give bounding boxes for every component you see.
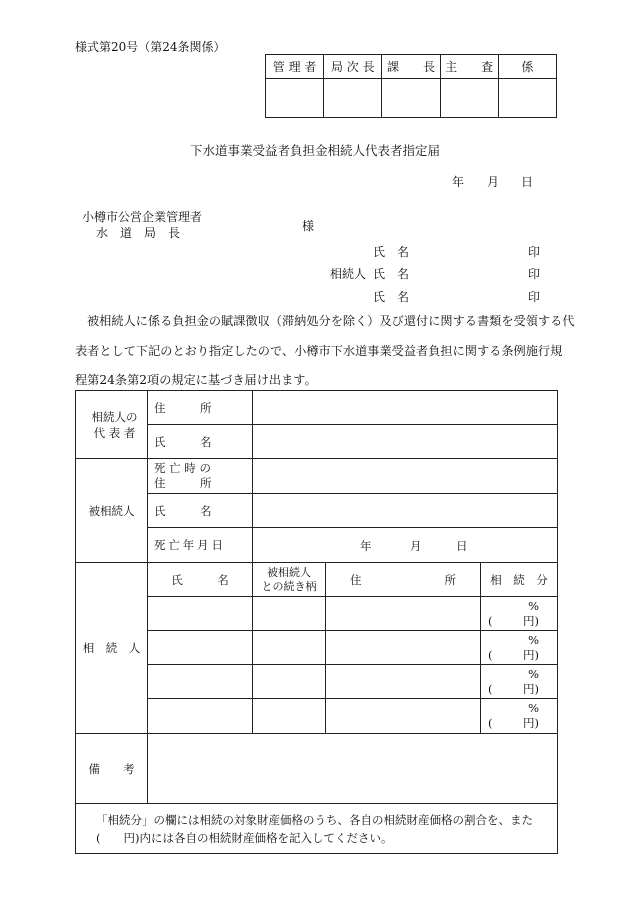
- body-text-line2: 表者として下記のとおり指定したので、小樽市下水道事業受益者負担に関する条例施行規: [75, 344, 563, 358]
- rep-address-field[interactable]: [253, 391, 558, 425]
- heir-name-field[interactable]: [148, 597, 253, 631]
- stamp-box-section-chief[interactable]: [382, 79, 440, 118]
- applicant-name-label-3: 氏 名: [373, 290, 410, 304]
- heir-relation-field[interactable]: [253, 631, 326, 665]
- stamp-box-staff[interactable]: [498, 79, 556, 118]
- footnote: 「相続分」の欄には相続の対象財産価格のうち、各自の相続財産価格の割合を、また ( 円)内には各自の相続財産価格を記入してください。: [76, 804, 558, 854]
- heir-share-field[interactable]: % ( 円): [481, 699, 558, 734]
- body-text-line3: 程第24条第2項の規定に基づき届け出ます。: [75, 373, 317, 387]
- death-date-month: 月: [410, 539, 422, 553]
- application-table: [75, 390, 558, 854]
- heirs-section-label: 相 続 人: [76, 563, 148, 734]
- rep-name-field[interactable]: [253, 425, 558, 459]
- decedent-name-field[interactable]: [253, 494, 558, 528]
- stamp-box-deputy[interactable]: [324, 79, 382, 118]
- heirs-col-share: 相 続 分: [481, 563, 558, 597]
- death-date-year: 年: [360, 539, 372, 553]
- applicant-seal-2: 印: [528, 267, 541, 281]
- stamp-box-supervisor[interactable]: [440, 79, 498, 118]
- death-date-field[interactable]: [253, 528, 558, 563]
- heir-row: [76, 665, 558, 699]
- addressee-line2: 水 道 局 長: [96, 226, 181, 240]
- death-date-day: 日: [456, 539, 468, 553]
- document-title: 下水道事業受益者負担金相続人代表者指定届: [189, 143, 440, 158]
- body-text-line1: 被相続人に係る負担金の賦課徴収（滞納処分を除く）及び還付に関する書類を受領する代: [87, 314, 575, 328]
- heir-relation-field[interactable]: [253, 665, 326, 699]
- approval-header-supervisor: 主 査: [440, 55, 498, 79]
- applicant-seal-1: 印: [528, 245, 541, 259]
- heir-relation-field[interactable]: [253, 699, 326, 734]
- heirs-col-relation: 被相続人 との続き柄: [253, 563, 326, 597]
- date-day: 日: [521, 175, 534, 189]
- rep-name-label: 氏 名: [148, 425, 253, 459]
- heir-row: [76, 631, 558, 665]
- date-month: 月: [487, 175, 500, 189]
- stamp-box-manager[interactable]: [266, 79, 324, 118]
- decedent-section-label: 被相続人: [76, 459, 148, 563]
- applicant-name-label-2: 氏 名: [373, 267, 410, 281]
- heir-row: [76, 699, 558, 734]
- approval-header-deputy: 局 次 長: [324, 55, 382, 79]
- addressee-line1: 小樽市公営企業管理者: [82, 210, 203, 224]
- applicant-heirs-label: 相続人: [330, 267, 367, 281]
- approval-header-staff: 係: [498, 55, 556, 79]
- death-address-field[interactable]: [253, 459, 558, 494]
- applicant-name-label-1: 氏 名: [373, 245, 410, 259]
- approval-stamp-table: [265, 54, 557, 118]
- approval-header-section-chief: 課 長: [382, 55, 440, 79]
- remarks-field[interactable]: [148, 734, 558, 804]
- heir-name-field[interactable]: [148, 665, 253, 699]
- heir-address-field[interactable]: [326, 665, 481, 699]
- date-year: 年: [452, 175, 465, 189]
- applicant-seal-3: 印: [528, 290, 541, 304]
- form-id: 様式第20号（第24条関係）: [75, 40, 226, 54]
- rep-section-label: 相続人の 代 表 者: [76, 391, 148, 459]
- heir-address-field[interactable]: [326, 597, 481, 631]
- heir-share-field[interactable]: % ( 円): [481, 631, 558, 665]
- addressee-honorific: 様: [302, 219, 315, 233]
- death-address-label: 死 亡 時 の 住 所: [148, 459, 253, 494]
- rep-address-label: 住 所: [148, 391, 253, 425]
- heir-share-field[interactable]: % ( 円): [481, 597, 558, 631]
- heir-name-field[interactable]: [148, 699, 253, 734]
- heir-address-field[interactable]: [326, 699, 481, 734]
- heirs-col-address: 住 所: [326, 563, 481, 597]
- heir-name-field[interactable]: [148, 631, 253, 665]
- approval-header-manager: 管 理 者: [266, 55, 324, 79]
- decedent-name-label: 氏 名: [148, 494, 253, 528]
- death-date-label: 死亡年月日: [148, 528, 253, 563]
- heir-row: [76, 597, 558, 631]
- heir-address-field[interactable]: [326, 631, 481, 665]
- heir-relation-field[interactable]: [253, 597, 326, 631]
- heirs-col-name: 氏 名: [148, 563, 253, 597]
- heir-share-field[interactable]: % ( 円): [481, 665, 558, 699]
- remarks-label: 備 考: [76, 734, 148, 804]
